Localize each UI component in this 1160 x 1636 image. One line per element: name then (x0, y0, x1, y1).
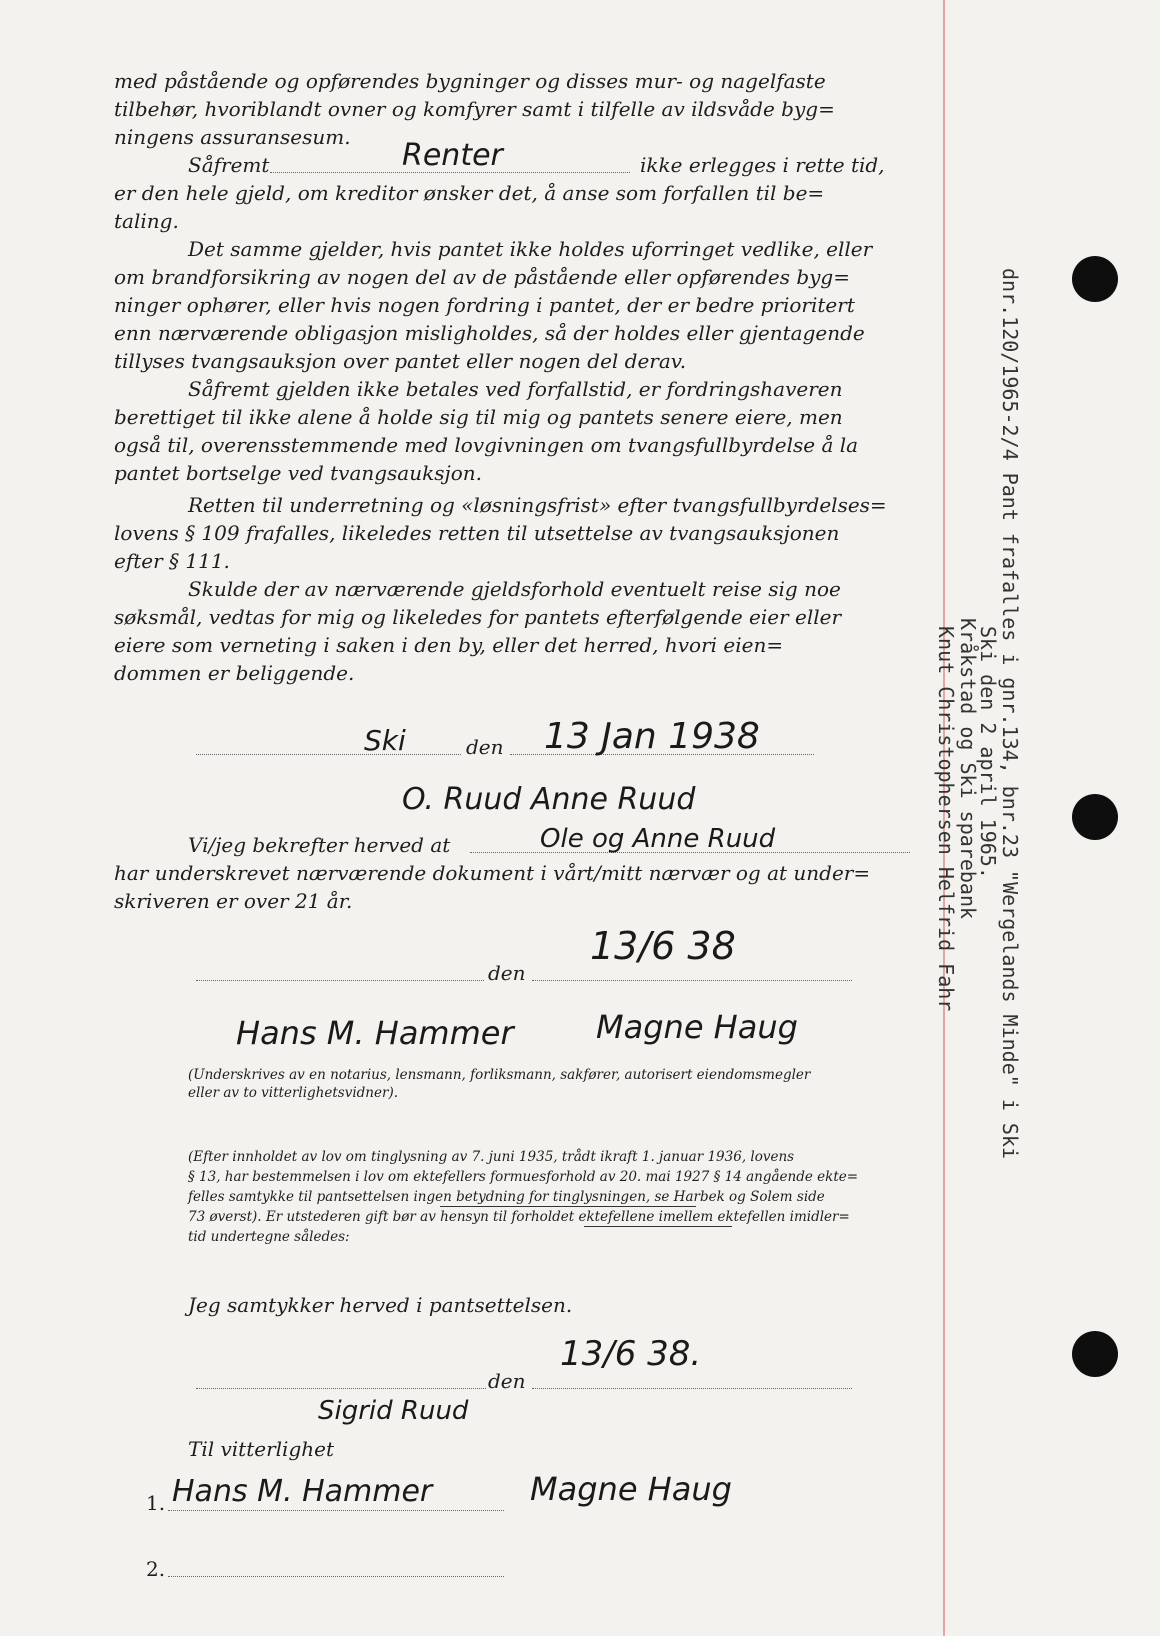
punch-hole (1072, 1331, 1118, 1377)
note-line: (Efter innholdet av lov om tinglysning av 7. juni 1935, trådt ikraft 1. januar 1936, lovens (188, 1149, 795, 1165)
body-line: efter § 111. (114, 549, 230, 573)
margin-annotation: dnr.120/1965-2/4 Pant frafalles i gnr.134, bnr.23 "Wergelands Minde" i Ski (998, 268, 1022, 1160)
body-line: eiere som verneting i saken i den by, eller det herred, hvori eien= (114, 633, 784, 657)
note-line: tid undertegne således: (188, 1229, 350, 1245)
den-label: den (488, 961, 526, 985)
body-line: Skulde der av nærværende gjeldsforhold eventuelt reise sig noe (188, 577, 841, 601)
handwritten-signatures: O. Ruud Anne Ruud (402, 782, 696, 817)
handwritten-date: 13/6 38 (590, 924, 736, 968)
margin-annotation: Ski den 2 april 1965. (976, 626, 1000, 879)
punch-hole (1072, 794, 1118, 840)
witness-number: 1. (146, 1491, 166, 1515)
date-line-left (196, 1388, 486, 1389)
handwritten-spouse: Sigrid Ruud (318, 1396, 469, 1426)
body-line: pantet bortselge ved tvangsauksjon. (114, 461, 482, 485)
vi-jeg-text: Vi/jeg bekrefter herved at (188, 833, 451, 857)
consent-text: Jeg samtykker herved i pantsettelsen. (188, 1293, 573, 1317)
margin-annotation: Knut Christophersen Helfrid Fahr (934, 626, 958, 1012)
instruction-text: eller av to vitterlighetsvidner). (188, 1085, 399, 1101)
handwritten-witness: Hans M. Hammer (172, 1474, 433, 1509)
handwritten-place: Ski (364, 724, 406, 757)
handwritten-names: Ole og Anne Ruud (540, 824, 776, 854)
den-label: den (488, 1369, 526, 1393)
body-line: ninger ophører, eller hvis nogen fordring i pantet, der er bedre prioritert (114, 293, 855, 317)
body-line: er den hele gjeld, om kreditor ønsker det, å anse som forfallen til be= (114, 181, 825, 205)
note-line: felles samtykke til pantsettelsen ingen betydning for tinglysningen, se Harbek og Solem side (188, 1189, 825, 1205)
handwritten-witness: Hans M. Hammer (236, 1014, 514, 1052)
handwritten-renter: Renter (402, 138, 503, 173)
body-line: skriveren er over 21 år. (114, 889, 353, 913)
date-line-left (196, 980, 484, 981)
body-line: ikke erlegges i rette tid, (640, 153, 885, 177)
body-line: lovens § 109 frafalles, likeledes retten til utsettelse av tvangsauksjonen (114, 521, 840, 545)
body-line: enn nærværende obligasjon misligholdes, så der holdes eller gjentagende (114, 321, 865, 345)
body-line: har underskrevet nærværende dokument i vårt/mitt nærvær og at under= (114, 861, 871, 885)
body-line: dommen er beliggende. (114, 661, 355, 685)
handwritten-witness: Magne Haug (596, 1008, 798, 1046)
note-line: § 13, har bestemmelsen i lov om ektefellers formuesforhold av 20. mai 1927 § 14 angående ekte= (188, 1169, 859, 1185)
note-underline (584, 1226, 732, 1227)
body-line: Såfremt (188, 153, 270, 177)
date-line (532, 1388, 852, 1389)
body-line: med påstående og opførendes bygninger og disses mur- og nagelfaste (114, 69, 826, 93)
body-line: søksmål, vedtas for mig og likeledes for pantets efterfølgende eier eller (114, 605, 842, 629)
margin-annotation: Kråkstad og Ski sparebank (956, 618, 980, 920)
body-line: tilbehør, hvoriblandt ovner og komfyrer samt i tilfelle av ildsvåde byg= (114, 97, 835, 121)
body-line: også til, overensstemmende med lovgivningen om tvangsfullbyrdelse å la (114, 433, 859, 457)
body-line: Såfremt gjelden ikke betales ved forfallstid, er fordringshaveren (188, 377, 843, 401)
note-line: 73 øverst). Er utstederen gift bør av hensyn til forholdet ektefellene imellem ektefellen imidler= (188, 1209, 850, 1225)
body-line: taling. (114, 209, 179, 233)
punch-hole (1072, 256, 1118, 302)
til-vitterlighet-label: Til vitterlighet (188, 1437, 335, 1461)
body-line: berettiget til ikke alene å holde sig til mig og pantets senere eiere, men (114, 405, 843, 429)
date-line (532, 980, 852, 981)
body-line: om brandforsikring av nogen del av de påstående eller opførendes byg= (114, 265, 850, 289)
instruction-text: (Underskrives av en notarius, lensmann, forliksmann, sakfører, autorisert eiendomsmegler (188, 1067, 811, 1083)
witness-number: 2. (146, 1557, 166, 1581)
handwritten-date: 13/6 38. (560, 1334, 702, 1374)
note-underline (440, 1206, 696, 1207)
witness-line (168, 1510, 504, 1511)
handwritten-date: 13 Jan 1938 (544, 716, 760, 757)
body-line: tillyses tvangsauksjon over pantet eller nogen del derav. (114, 349, 687, 373)
witness-line (168, 1576, 504, 1577)
body-line: ningens assuransesum. (114, 125, 351, 149)
den-label: den (466, 735, 504, 759)
place-line (196, 754, 461, 755)
body-line: Retten til underretning og «løsningsfrist» efter tvangsfullbyrdelses= (188, 493, 887, 517)
handwritten-witness: Magne Haug (530, 1470, 732, 1508)
body-line: Det samme gjelder, hvis pantet ikke holdes uforringet vedlike, eller (188, 237, 873, 261)
